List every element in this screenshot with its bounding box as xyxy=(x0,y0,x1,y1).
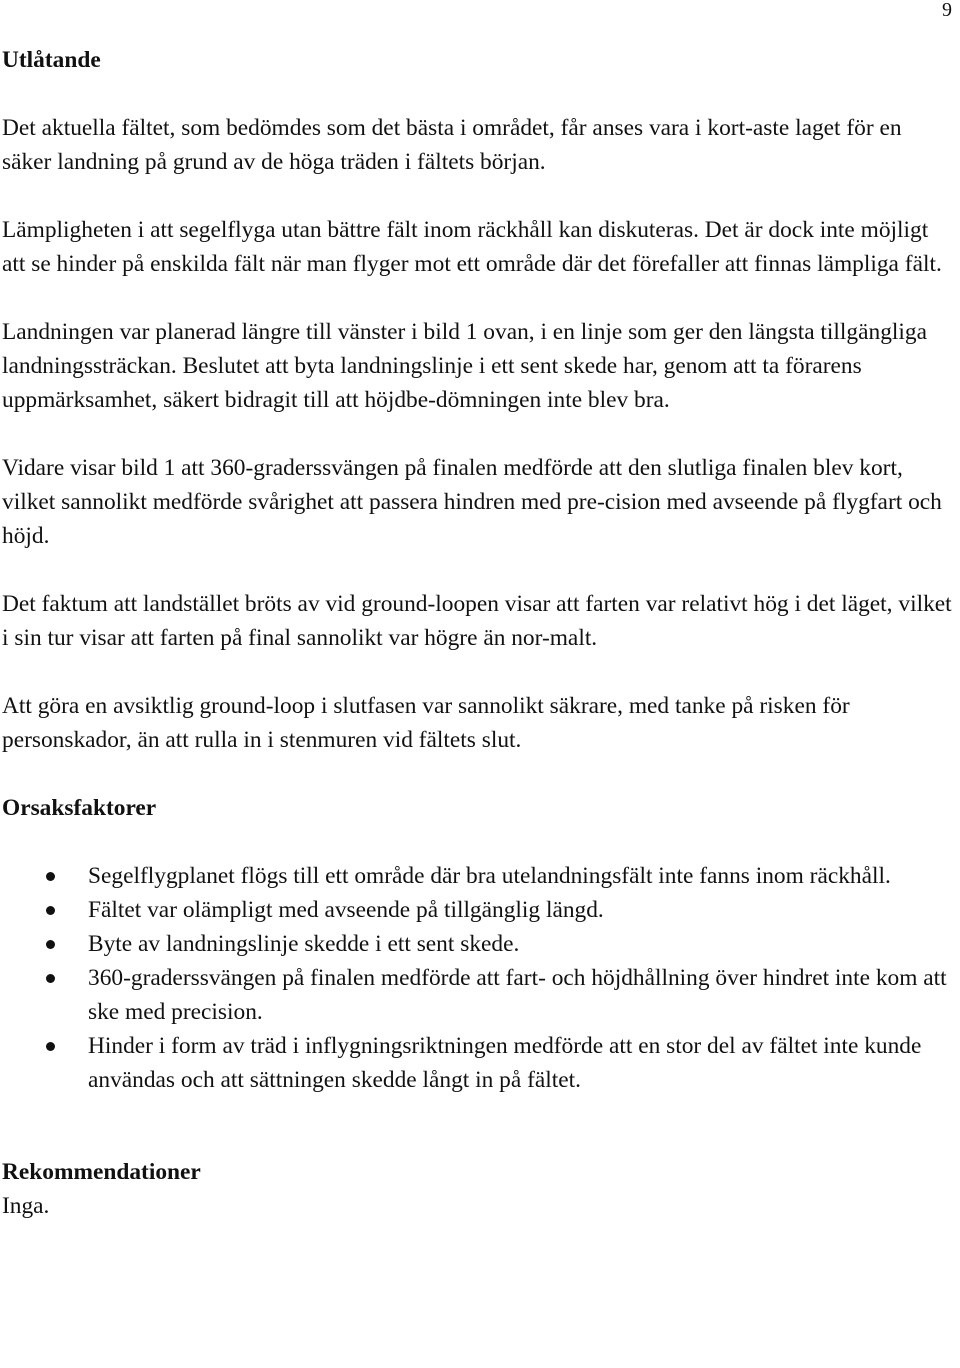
bullet-icon xyxy=(46,1042,55,1051)
bullet-icon xyxy=(46,872,55,881)
list-item xyxy=(2,893,954,927)
heading-orsaksfaktorer: Orsaksfaktorer xyxy=(2,795,157,821)
list-item xyxy=(2,1029,954,1097)
heading-utlatande: Utlåtande xyxy=(2,47,101,73)
document-content xyxy=(2,43,954,1223)
paragraph: Vidare visar bild 1 att 360-graderssvängen på finalen medförde att den slutliga finalen blev kort, vilket sannolikt medförde svårighet att passera hindren med pre-cision med avseende på flygfart och höjd. xyxy=(2,455,942,549)
list-item xyxy=(2,961,954,1029)
paragraph: Landningen var planerad längre till vänster i bild 1 ovan, i en linje som ger den längsta tillgängliga landningssträckan. Beslutet att byta landningslinje i ett sent skede har, genom att ta förarens uppmärksamhet, säkert bidragit till att höjdbe-dömningen inte blev bra. xyxy=(2,319,927,413)
list-item xyxy=(2,927,954,961)
paragraph: Att göra en avsiktlig ground-loop i slutfasen var sannolikt säkrare, med tanke på risken för personskador, än att rulla in i stenmuren vid fältets slut. xyxy=(2,693,850,753)
list-item-text: 360-graderssvängen på finalen medförde att fart- och höjdhållning över hindret inte kom att ske med precision. xyxy=(88,965,947,1025)
bullet-icon xyxy=(46,906,55,915)
recommendations-text: Inga. xyxy=(2,1193,50,1219)
bullet-icon xyxy=(46,940,55,949)
paragraph: Det faktum att landstället bröts av vid ground-loopen visar att farten var relativt hög i det läget, vilket i sin tur visar att farten på final sannolikt var högre än nor-malt. xyxy=(2,591,952,651)
heading-rekommendationer: Rekommendationer xyxy=(2,1159,201,1185)
list-item-text: Segelflygplanet flögs till ett område där bra utelandningsfält inte fanns inom räckhåll. xyxy=(88,863,891,889)
paragraph: Det aktuella fältet, som bedömdes som det bästa i området, får anses vara i kort-aste laget för en säker landning på grund av de höga träden i fältets början. xyxy=(2,115,902,175)
list-item-text: Hinder i form av träd i inflygningsriktningen medförde att en stor del av fältet inte kunde användas och att sättningen skedde långt in på fältet. xyxy=(88,1033,922,1093)
paragraph: Lämpligheten i att segelflyga utan bättre fält inom räckhåll kan diskuteras. Det är dock inte möjligt att se hinder på enskilda fält när man flyger mot ett område där det förefaller att finnas lämpliga fält. xyxy=(2,217,942,277)
list-item xyxy=(2,859,954,893)
list-item-text: Byte av landningslinje skedde i ett sent skede. xyxy=(88,931,520,957)
page-number: 9 xyxy=(942,0,952,21)
list-item-text: Fältet var olämpligt med avseende på tillgänglig längd. xyxy=(88,897,604,923)
cause-factors-list xyxy=(2,859,954,1097)
bullet-icon xyxy=(46,974,55,983)
